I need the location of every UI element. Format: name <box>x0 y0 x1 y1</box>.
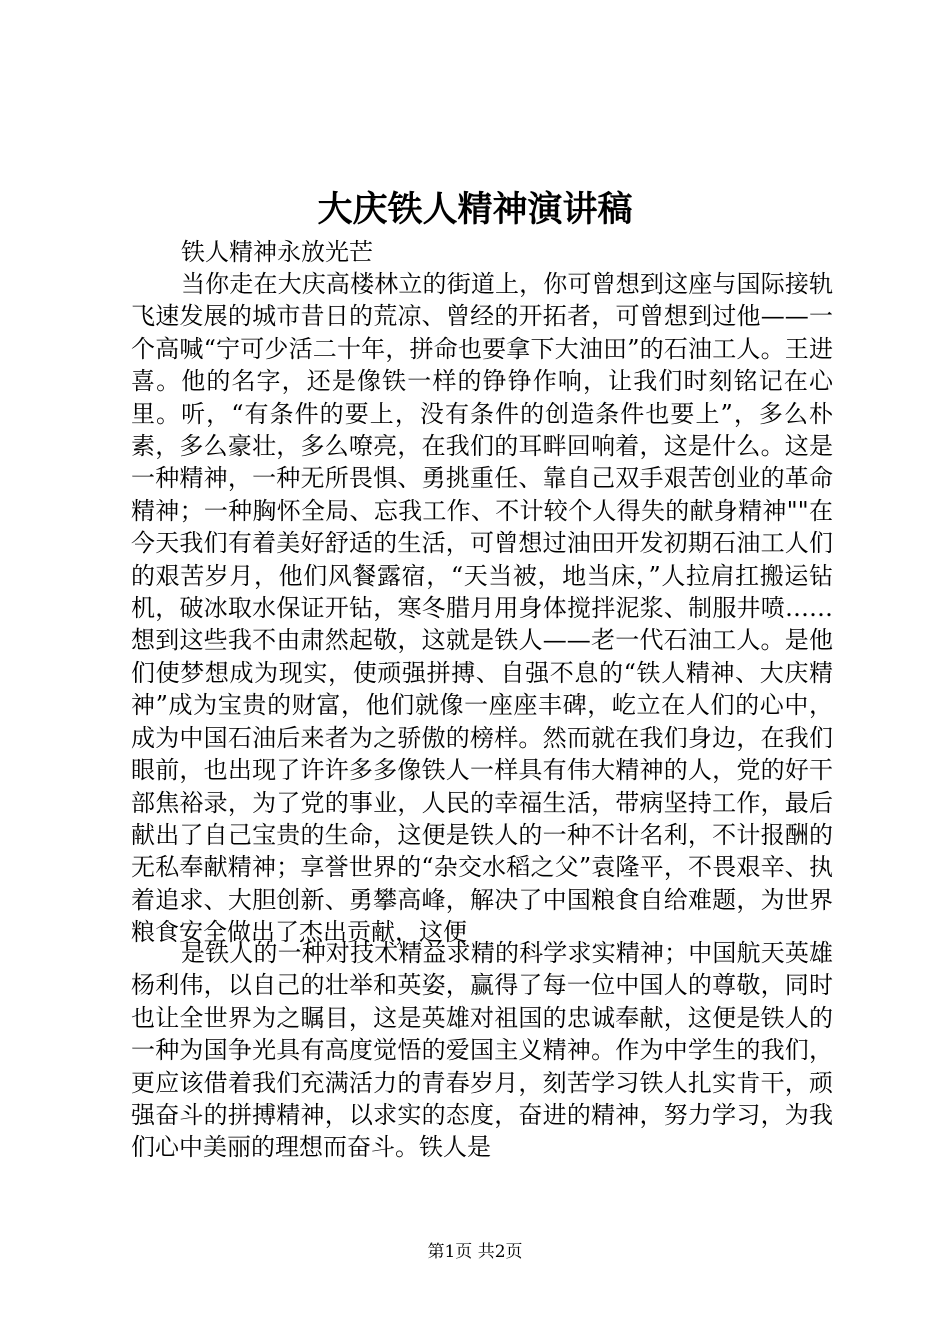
page-number-footer: 第1页 共2页 <box>427 1242 523 1262</box>
document-subtitle: 铁人精神永放光芒 <box>181 238 373 266</box>
body-paragraph-2: 是铁人的一种对技术精益求精的科学求实精神；中国航天英雄杨利伟，以自己的壮举和英姿，赢得了每一位中国人的尊敬，同时也让全世界为之瞩目，这是英雄对祖国的忠诚奉献，这便是铁人的一种为国争光具有高度觉悟的爱国主义精神。作为中学生的我们，更应该借着我们充满活力的青春岁月，刻苦学习铁人扎实肯干，顽强奋斗的拼搏精神，以求实的态度，奋进的精神，努力学习，为我们心中美丽的理想而奋斗。铁人是 <box>131 939 833 1162</box>
document-title: 大庆铁人精神演讲稿 <box>317 189 633 230</box>
body-paragraph-1: 当你走在大庆高楼林立的街道上，你可曾想到这座与国际接轨飞速发展的城市昔日的荒凉、曾经的开拓者，可曾想到过他——一个高喊“宁可少活二十年，拼命也要拿下大油田”的石油工人。王进喜。他的名字，还是像铁一样的铮铮作响，让我们时刻铭记在心里。听，“有条件的要上，没有条件的创造条件也要上”，多么朴素，多么豪壮，多么嘹亮，在我们的耳畔回响着，这是什么。这是一种精神，一种无所畏惧、勇挑重任、靠自己双手艰苦创业的革命精神；一种胸怀全局、忘我工作、不计较个人得失的献身精神""在今天我们有着美好舒适的生活，可曾想过油田开发初期石油工人们的艰苦岁月，他们风餐露宿，“天当被，地当床，”人拉肩扛搬运钻机，破冰取水保证开钻，寒冬腊月用身体搅拌泥浆、制服井喷……想到这些我不由肃然起敬，这就是铁人——老一代石油工人。是他们使梦想成为现实，使顽强拼搏、自强不息的“铁人精神、大庆精神”成为宝贵的财富，他们就像一座座丰碑，屹立在人们的心中，成为中国石油后来者为之骄傲的榜样。然而就在我们身边，在我们眼前，也出现了许许多多像铁人一样具有伟大精神的人，党的好干部焦裕录，为了党的事业，人民的幸福生活，带病坚持工作，最后献出了自己宝贵的生命，这便是铁人的一种不计名利，不计报酬的无私奉献精神；享誉世界的“杂交水稻之父”袁隆平，不畏艰辛、执着追求、大胆创新、勇攀高峰，解决了中国粮食自给难题，为世界粮食安全做出了杰出贡献，这便 <box>131 270 833 947</box>
